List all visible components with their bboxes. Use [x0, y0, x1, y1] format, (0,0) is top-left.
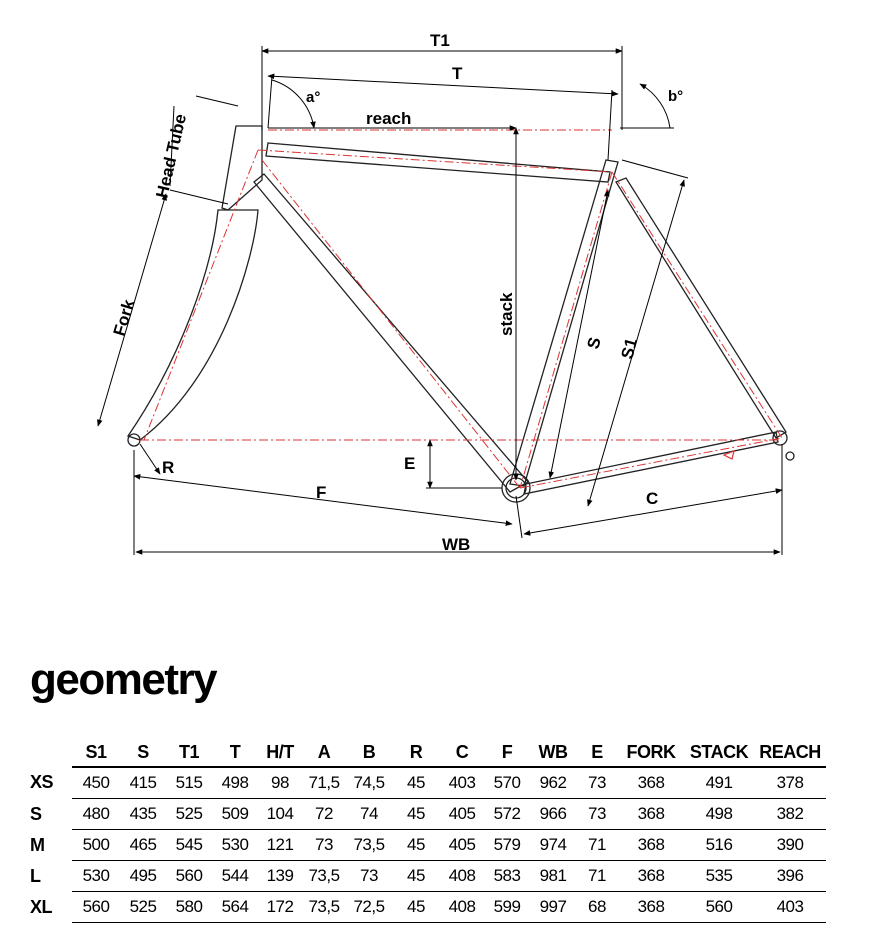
table-cell: 378 — [754, 767, 826, 799]
table-cell: 450 — [72, 767, 120, 799]
table-cell: 71,5 — [302, 767, 346, 799]
header-cell: A — [302, 738, 346, 767]
size-label: L — [30, 865, 41, 886]
f-label: F — [316, 483, 327, 502]
size-label: XS — [30, 772, 54, 793]
size-label: XL — [30, 896, 53, 917]
header-cell: H/T — [258, 738, 302, 767]
header-cell: C — [440, 738, 484, 767]
table-cell: 72 — [302, 799, 346, 830]
table-cell: 564 — [212, 892, 258, 923]
table-cell: 981 — [530, 861, 576, 892]
table-cell: 73,5 — [346, 830, 392, 861]
table-cell: 45 — [392, 892, 440, 923]
header-cell: T — [212, 738, 258, 767]
table-cell: 435 — [120, 799, 166, 830]
table-cell: 121 — [258, 830, 302, 861]
b-angle-label: b° — [668, 88, 684, 105]
size-label: M — [30, 834, 45, 855]
table-cell: 560 — [72, 892, 120, 923]
table-cell: 500 — [72, 830, 120, 861]
table-cell: 408 — [440, 892, 484, 923]
table-cell: 498 — [212, 767, 258, 799]
table-cell: 974 — [530, 830, 576, 861]
table-cell: 396 — [754, 861, 826, 892]
table-cell: 579 — [484, 830, 530, 861]
r-label: R — [162, 458, 175, 477]
table-row — [28, 892, 826, 923]
table-cell: 390 — [754, 830, 826, 861]
header-cell: T1 — [166, 738, 212, 767]
reach-label: reach — [366, 109, 412, 128]
table-row — [28, 767, 826, 799]
table-cell: 382 — [754, 799, 826, 830]
c-label: C — [646, 489, 659, 508]
table-row — [28, 799, 826, 830]
table-cell: 368 — [618, 799, 684, 830]
table-cell: 45 — [392, 830, 440, 861]
table-cell: 73 — [576, 799, 618, 830]
geometry-table — [28, 738, 826, 923]
table-cell: 583 — [484, 861, 530, 892]
header-cell: WB — [530, 738, 576, 767]
seat-stay — [616, 178, 786, 438]
table-cell: 525 — [166, 799, 212, 830]
table-cell: 580 — [166, 892, 212, 923]
table-cell: 172 — [258, 892, 302, 923]
table-cell: 45 — [392, 799, 440, 830]
table-cell: 74 — [346, 799, 392, 830]
seat-tube — [510, 160, 618, 486]
table-cell: 73,5 — [302, 861, 346, 892]
table-cell: 544 — [212, 861, 258, 892]
header-cell: R — [392, 738, 440, 767]
table-cell: 465 — [120, 830, 166, 861]
geometry-table-body — [28, 767, 826, 923]
down-tube — [254, 174, 528, 492]
table-cell: 530 — [72, 861, 120, 892]
header-cell: S1 — [72, 738, 120, 767]
table-row — [28, 861, 826, 892]
table-cell: 509 — [212, 799, 258, 830]
table-cell: 535 — [684, 861, 754, 892]
s1-label: S1 — [617, 336, 642, 362]
table-cell: 368 — [618, 861, 684, 892]
table-cell: 495 — [120, 861, 166, 892]
header-cell: S — [120, 738, 166, 767]
table-cell: 545 — [166, 830, 212, 861]
table-cell: 139 — [258, 861, 302, 892]
header-size — [28, 738, 72, 767]
table-cell: 516 — [684, 830, 754, 861]
t-label: T — [452, 64, 463, 83]
table-cell: 498 — [684, 799, 754, 830]
head-tube — [222, 126, 262, 210]
size-label: S — [30, 803, 42, 824]
table-cell: 73 — [302, 830, 346, 861]
t1-label: T1 — [430, 31, 450, 50]
table-cell: 72,5 — [346, 892, 392, 923]
table-cell: 560 — [684, 892, 754, 923]
table-cell: 104 — [258, 799, 302, 830]
table-cell: 415 — [120, 767, 166, 799]
fork-blade — [128, 210, 258, 440]
table-cell: 530 — [212, 830, 258, 861]
header-cell: B — [346, 738, 392, 767]
table-cell: 525 — [120, 892, 166, 923]
header-cell: E — [576, 738, 618, 767]
table-cell: 98 — [258, 767, 302, 799]
fork-label: Fork — [109, 297, 139, 339]
table-cell: 71 — [576, 861, 618, 892]
table-cell: 405 — [440, 799, 484, 830]
geometry-title: geometry — [30, 655, 217, 704]
table-row — [28, 830, 826, 861]
header-cell: REACH — [754, 738, 826, 767]
derailleur-hanger — [786, 452, 794, 460]
table-cell: 73,5 — [302, 892, 346, 923]
bike-frame — [128, 126, 794, 502]
table-cell: 515 — [166, 767, 212, 799]
table-cell: 599 — [484, 892, 530, 923]
table-cell: 962 — [530, 767, 576, 799]
table-cell: 560 — [166, 861, 212, 892]
table-cell: 368 — [618, 767, 684, 799]
dimension-lines — [98, 46, 782, 555]
table-cell: 570 — [484, 767, 530, 799]
table-cell: 405 — [440, 830, 484, 861]
header-cell: FORK — [618, 738, 684, 767]
table-cell: 480 — [72, 799, 120, 830]
table-cell: 966 — [530, 799, 576, 830]
header-cell: STACK — [684, 738, 754, 767]
chain-stay — [524, 432, 778, 494]
s-label: S — [583, 335, 605, 352]
table-cell: 403 — [440, 767, 484, 799]
table-cell: 73 — [576, 767, 618, 799]
e-label: E — [404, 454, 416, 473]
header-cell: F — [484, 738, 530, 767]
centerlines — [140, 130, 782, 488]
table-cell: 368 — [618, 830, 684, 861]
table-cell: 997 — [530, 892, 576, 923]
table-cell: 68 — [576, 892, 618, 923]
table-cell: 572 — [484, 799, 530, 830]
table-cell: 408 — [440, 861, 484, 892]
table-cell: 45 — [392, 861, 440, 892]
table-cell: 71 — [576, 830, 618, 861]
geometry-table-header — [28, 738, 826, 767]
stack-label: stack — [497, 292, 516, 336]
table-cell: 491 — [684, 767, 754, 799]
table-cell: 403 — [754, 892, 826, 923]
table-cell: 45 — [392, 767, 440, 799]
top-tube — [266, 143, 610, 182]
table-cell: 73 — [346, 861, 392, 892]
table-cell: 368 — [618, 892, 684, 923]
wb-label: WB — [442, 535, 471, 554]
head-tube-label: Head Tube — [152, 112, 191, 200]
table-cell: 74,5 — [346, 767, 392, 799]
a-angle-label: a° — [306, 89, 321, 106]
rear-dropout — [773, 431, 787, 445]
